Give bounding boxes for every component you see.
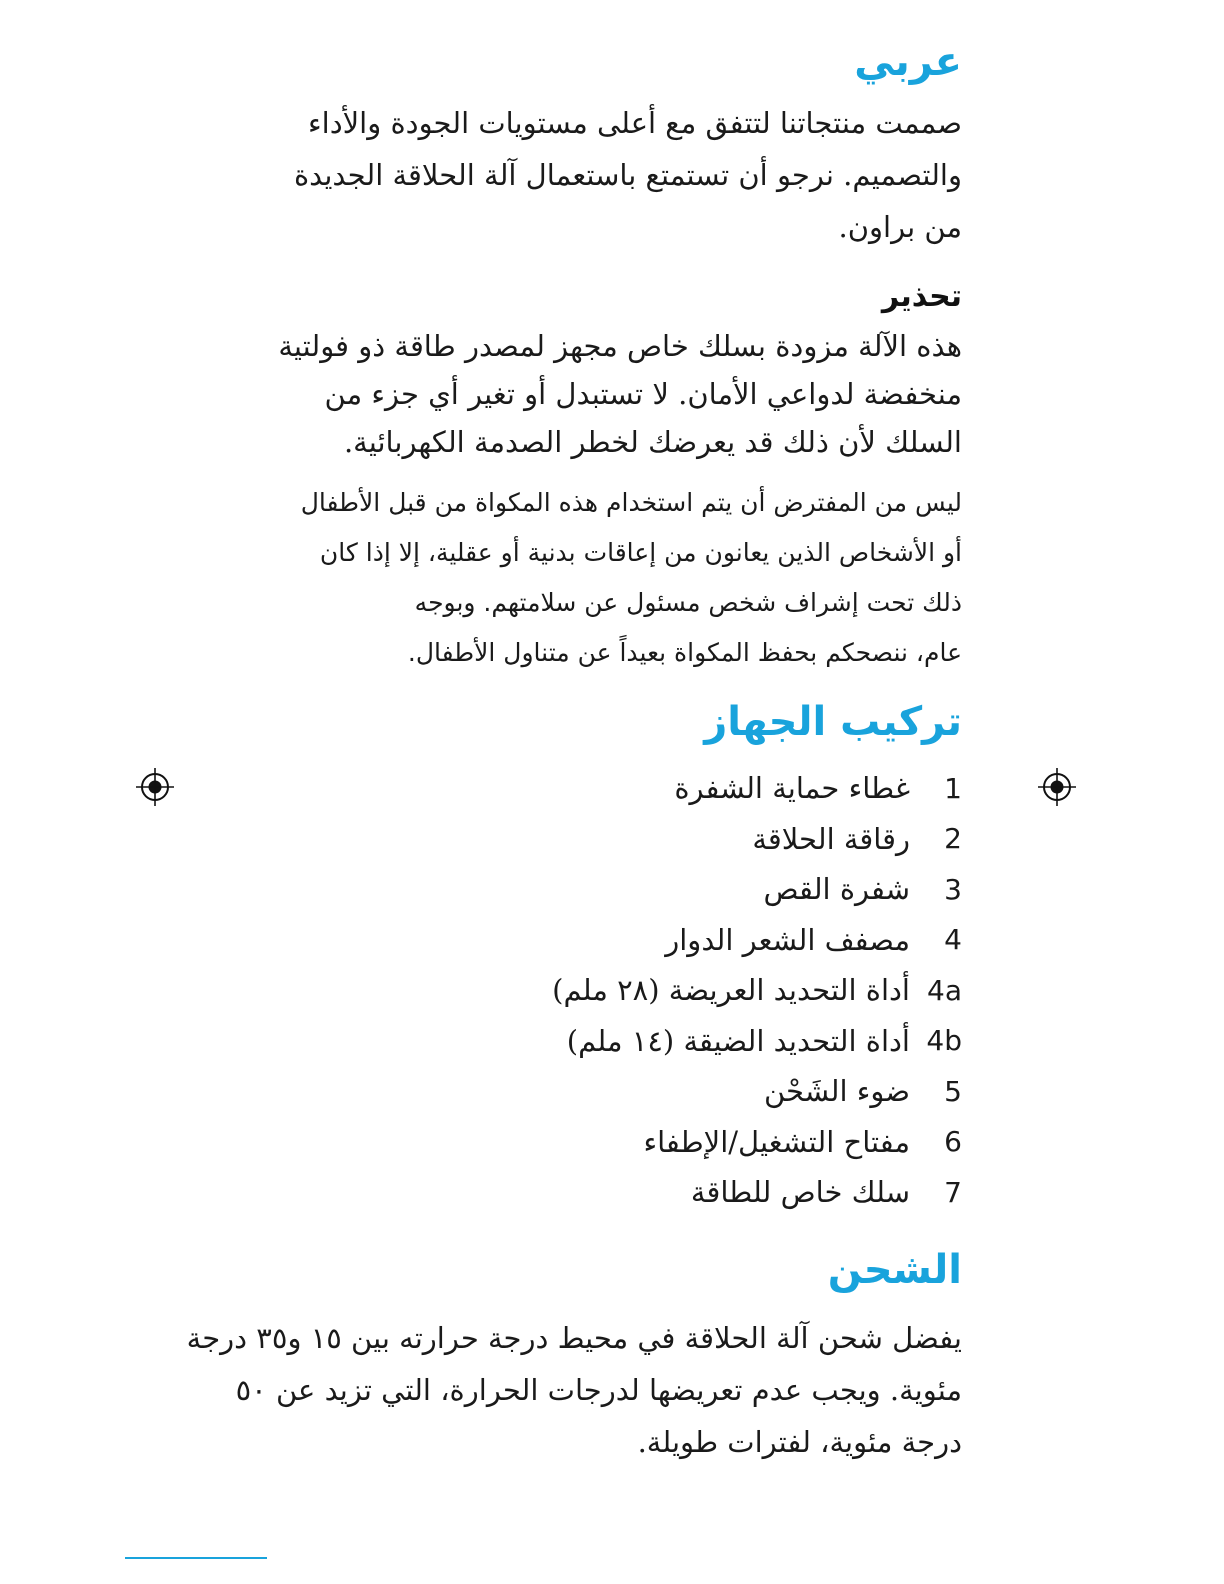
warning-line: هذه الآلة مزودة بسلك خاص مجهز لمصدر طاقة ذو فولتية [278, 329, 962, 363]
footer-rule [125, 1557, 267, 1559]
parts-list-item [552, 864, 962, 915]
parts-list-item [552, 1016, 962, 1067]
description-heading: تركيب الجهاز [704, 699, 962, 745]
warning-line: منخفضة لدواعي الأمان. لا تستبدل أو تغير أي جزء من [324, 377, 962, 411]
charging-line: درجة مئوية، لفترات طويلة. [637, 1425, 962, 1459]
children-warning-text [301, 478, 962, 678]
part-number: 2 [944, 822, 962, 856]
part-number: 4b [926, 1024, 962, 1058]
parts-list-item [552, 1117, 962, 1168]
parts-list-item [552, 763, 962, 814]
intro-line: من براون. [838, 210, 962, 244]
parts-list-item [552, 965, 962, 1016]
charging-line: يفضل شحن آلة الحلاقة في محيط درجة حرارته بين ١٥ و٣٥ درجة [186, 1321, 962, 1355]
warning-line: السلك لأن ذلك قد يعرضك لخطر الصدمة الكهربائية. [343, 425, 962, 459]
children-warning-line: أو الأشخاص الذين يعانون من إعاقات بدنية أو عقلية، إلا إذا كان [319, 538, 962, 567]
registration-mark-icon [1038, 768, 1076, 806]
part-number: 6 [944, 1125, 962, 1159]
charging-section [827, 1247, 962, 1293]
part-label: ضوء الشَحْن [763, 1074, 910, 1109]
part-label: رقاقة الحلاقة [752, 821, 910, 856]
part-number: 3 [944, 872, 962, 906]
warning-heading: تحذير [881, 279, 962, 314]
intro-text [294, 97, 962, 253]
part-label: غطاء حماية الشفرة [674, 771, 910, 806]
parts-list-container [552, 763, 962, 1218]
warning-text [278, 322, 962, 466]
part-number: 7 [944, 1175, 962, 1209]
part-number: 1 [944, 771, 962, 805]
intro-line: والتصميم. نرجو أن تستمتع باستعمال آلة الحلاقة الجديدة [293, 158, 962, 192]
parts-list-item [552, 814, 962, 865]
part-label: أداة التحديد الضيقة (١٤ ملم) [566, 1023, 910, 1058]
part-number: 4 [944, 923, 962, 957]
intro-section [854, 39, 962, 85]
part-label: أداة التحديد العريضة (٢٨ ملم) [552, 973, 910, 1008]
charging-line: مئوية. ويجب عدم تعريضها لدرجات الحرارة، التي تزيد عن ٥٠ [235, 1373, 962, 1407]
children-warning-line: عام، ننصحكم بحفظ المكواة بعيداً عن متناول الأطفال. [407, 638, 962, 667]
intro-line: صممت منتجاتنا لتتفق مع أعلى مستويات الجودة والأداء [308, 106, 962, 140]
intro-heading: عربي [854, 39, 962, 85]
children-warning-line: ليس من المفترض أن يتم استخدام هذه المكواة من قبل الأطفال [300, 488, 962, 517]
part-number: 5 [944, 1074, 962, 1108]
part-label: مفتاح التشغيل/الإطفاء [643, 1124, 910, 1159]
part-label: سلك خاص للطاقة [690, 1175, 910, 1210]
part-label: شفرة القص [763, 872, 910, 907]
children-warning-line: ذلك تحت إشراف شخص مسئول عن سلامتهم. وبوجه [414, 588, 962, 617]
parts-list-item [552, 1167, 962, 1218]
charging-heading: الشحن [827, 1247, 962, 1293]
parts-list-item [552, 1066, 962, 1117]
parts-list-item [552, 915, 962, 966]
part-number: 4a [927, 973, 962, 1007]
part-label: مصفف الشعر الدوار [665, 922, 910, 957]
charging-text [187, 1312, 962, 1468]
warning-section [881, 279, 962, 314]
parts-list [552, 763, 962, 1218]
registration-mark-icon [136, 768, 174, 806]
description-section [704, 699, 962, 745]
